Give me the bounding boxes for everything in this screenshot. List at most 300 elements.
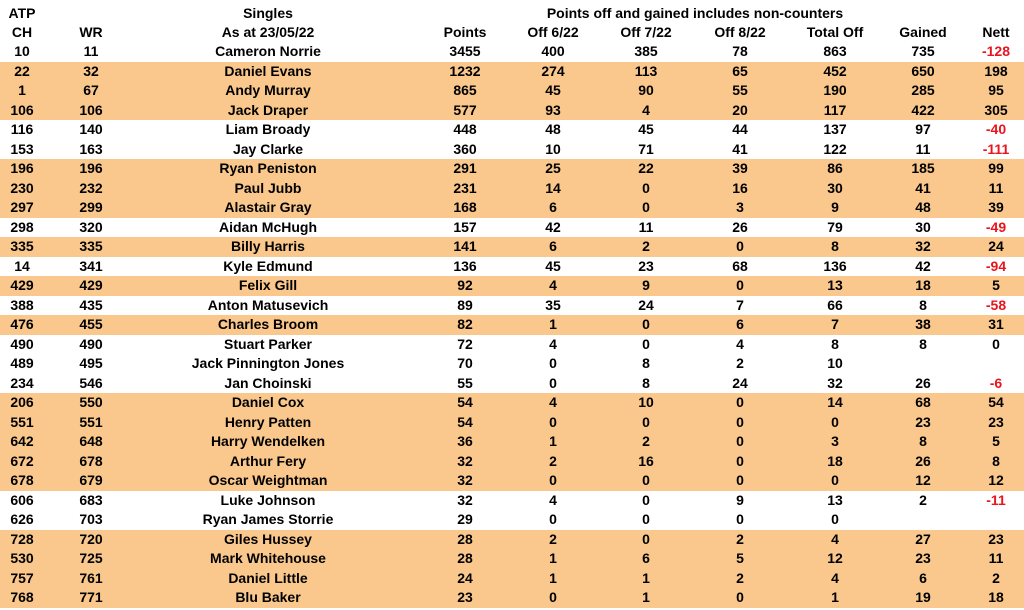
gained-cell: 23 [915,550,931,566]
off6-cell: 0 [549,355,557,371]
off7-cell: 0 [642,179,650,196]
name-cell: Jack Pinnington Jones [191,355,345,371]
gained-cell: 650 [911,62,935,79]
nett-cell: -40 [985,121,1007,137]
off7-cell: 385 [634,43,658,59]
nett-cell: 11 [988,550,1004,566]
points-cell: 141 [453,238,477,254]
total-cell: 122 [823,140,847,157]
off6-cell: 6 [549,238,557,254]
points-note-header: Points off and gained includes non-counters [546,5,844,21]
off6-cell: 400 [541,43,565,59]
total-cell: 190 [823,82,847,98]
off6-cell: 1 [549,550,557,566]
gained-cell: 30 [915,218,931,235]
wr-cell: 106 [79,101,103,118]
table-row [0,81,1024,101]
points-cell: 54 [457,413,473,430]
points-cell: 136 [453,257,477,274]
ch-header: CH [11,24,33,40]
off7-cell: 0 [642,316,650,332]
table-row [0,413,1024,433]
points-cell: 32 [457,472,473,488]
off8-cell: 0 [736,452,744,469]
off7-cell: 24 [638,296,654,313]
wr-cell: 771 [79,589,103,605]
nett-cell: 5 [992,277,1000,293]
nett-cell: -94 [985,257,1007,274]
points-cell: 448 [453,121,477,137]
off8-cell: 16 [732,179,748,196]
name-cell: Mark Whitehouse [210,550,326,566]
nett-cell: 24 [988,238,1004,254]
gained-cell: 23 [915,413,931,430]
ch-cell: 626 [10,511,34,527]
gained-cell: 285 [911,82,935,98]
ch-cell: 678 [10,472,34,488]
points-cell: 1232 [449,62,481,79]
gained-cell: 6 [919,569,927,586]
off8-cell: 0 [736,277,744,293]
ch-cell: 606 [10,491,34,508]
total-cell: 9 [831,199,839,215]
name-cell: Paul Jubb [234,179,302,196]
table-row [0,315,1024,335]
off7-cell: 22 [638,160,654,176]
off6-cell: 93 [545,101,561,118]
off6-cell: 45 [545,257,561,274]
off7-cell: 6 [642,550,650,566]
name-cell: Oscar Weightman [208,472,328,488]
off6-header: Off 6/22 [527,24,579,40]
off6-cell: 4 [549,277,557,293]
off7-cell: 0 [642,413,650,430]
name-cell: Felix Gill [238,277,298,293]
total-cell: 863 [823,43,847,59]
wr-cell: 341 [79,257,103,274]
wr-cell: 196 [79,160,103,176]
name-cell: Luke Johnson [220,491,316,508]
points-header: Points [443,24,487,40]
off7-cell: 90 [638,82,654,98]
points-cell: 89 [457,296,473,313]
gained-cell: 8 [919,335,927,352]
wr-cell: 551 [79,413,103,430]
off6-cell: 0 [549,374,557,391]
total-cell: 12 [827,550,843,566]
points-cell: 28 [457,530,473,547]
off8-cell: 55 [732,82,748,98]
total-cell: 13 [827,277,843,293]
name-cell: Henry Patten [224,413,312,430]
nett-cell: 0 [992,335,1000,352]
table-row [0,471,1024,491]
total-cell: 137 [823,121,847,137]
table-row [0,491,1024,511]
ch-cell: 116 [10,121,34,137]
off6-cell: 1 [549,316,557,332]
off7-cell: 0 [642,491,650,508]
total-cell: 13 [827,491,843,508]
total-cell: 1 [831,589,839,605]
total-cell: 452 [823,62,847,79]
nett-cell: 12 [988,472,1004,488]
off6-cell: 42 [545,218,561,235]
off6-cell: 48 [545,121,561,137]
off8-cell: 7 [736,296,744,313]
gained-cell [887,510,959,530]
wr-header: WR [79,24,103,40]
off7-cell: 71 [638,140,654,157]
off7-cell: 11 [638,218,654,235]
total-cell: 4 [831,569,839,586]
off8-cell: 0 [736,589,744,605]
total-cell: 0 [831,413,839,430]
points-cell: 32 [457,452,473,469]
table-row [0,62,1024,82]
name-cell: Arthur Fery [229,452,307,469]
ch-cell: 153 [10,140,34,157]
name-cell: Billy Harris [231,238,305,254]
off6-cell: 0 [549,413,557,430]
table-row [0,393,1024,413]
table-row [0,354,1024,374]
ch-cell: 489 [10,355,34,371]
off6-cell: 10 [545,140,561,157]
gained-cell: 2 [919,491,927,508]
total-cell: 136 [823,257,847,274]
off8-cell: 20 [732,101,748,118]
table-row [0,276,1024,296]
ch-cell: 297 [10,199,34,215]
off6-cell: 0 [549,589,557,605]
wr-cell: 495 [79,355,103,371]
wr-cell: 32 [83,62,99,79]
gained-cell: 8 [919,433,927,449]
off7-cell: 1 [642,589,650,605]
off7-cell: 2 [642,433,650,449]
nett-cell: 5 [992,433,1000,449]
name-cell: Aidan McHugh [219,218,317,235]
off7-cell: 16 [638,452,654,469]
off7-cell: 45 [638,121,654,137]
wr-cell: 761 [79,569,103,586]
wr-cell: 163 [79,140,103,157]
off7-cell: 10 [638,394,654,410]
total-cell: 32 [827,374,843,391]
total-cell: 66 [827,296,843,313]
off6-cell: 0 [549,472,557,488]
total-off-header: Total Off [806,24,864,40]
gained-cell: 8 [919,296,927,313]
table-row [0,42,1024,62]
nett-cell: 305 [984,101,1008,118]
name-cell: Kyle Edmund [223,257,313,274]
points-cell: 577 [453,101,477,118]
table-row [0,588,1024,608]
gained-cell: 19 [915,589,931,605]
total-cell: 8 [831,335,839,352]
wr-cell: 11 [83,43,99,59]
gained-cell: 18 [915,277,931,293]
nett-cell: 198 [984,62,1008,79]
gained-cell: 41 [915,179,931,196]
ch-cell: 768 [10,589,34,605]
ch-cell: 10 [14,43,30,59]
nett-cell: -111 [982,140,1010,157]
nett-cell: 23 [988,530,1004,547]
ch-cell: 298 [10,218,34,235]
off8-cell: 0 [736,472,744,488]
points-cell: 82 [457,316,473,332]
points-cell: 3455 [449,43,481,59]
nett-cell: -49 [985,218,1007,235]
name-cell: Daniel Little [228,569,308,586]
off8-cell: 0 [736,433,744,449]
off8-cell: 26 [732,218,748,235]
nett-cell: -6 [989,374,1003,391]
gained-cell: 26 [915,374,931,391]
off6-cell: 35 [545,296,561,313]
off8-header: Off 8/22 [714,24,766,40]
nett-cell: -128 [981,43,1011,59]
ch-cell: 490 [10,335,34,352]
nett-cell: 39 [988,199,1004,215]
off6-cell: 2 [549,452,557,469]
table-row [0,296,1024,316]
points-cell: 72 [457,335,473,352]
ch-cell: 230 [10,179,34,196]
nett-cell: 31 [988,316,1004,332]
name-cell: Liam Broady [225,121,311,137]
wr-cell: 335 [79,238,103,254]
off6-cell: 1 [549,569,557,586]
table-row [0,257,1024,277]
nett-cell: -11 [986,491,1006,508]
ch-cell: 234 [10,374,34,391]
wr-cell: 678 [79,452,103,469]
wr-cell: 429 [79,277,103,293]
points-cell: 291 [453,160,477,176]
off6-cell: 274 [541,62,565,79]
off7-cell: 113 [634,62,658,79]
points-cell: 29 [457,511,473,527]
off8-cell: 3 [736,199,744,215]
table-row [0,510,1024,530]
wr-cell: 67 [83,82,99,98]
name-cell: Jay Clarke [232,140,304,157]
table-row [0,432,1024,452]
off7-cell: 9 [642,277,650,293]
off8-cell: 2 [736,569,744,586]
nett-cell: 18 [988,589,1004,605]
name-cell: Giles Hussey [224,530,312,547]
off8-cell: 68 [732,257,748,274]
off7-cell: 8 [642,355,650,371]
off7-header: Off 7/22 [620,24,672,40]
table-row [0,237,1024,257]
table-row [0,218,1024,238]
off7-cell: 0 [642,335,650,352]
name-cell: Ryan James Storrie [202,511,334,527]
off6-cell: 1 [549,433,557,449]
total-cell: 7 [831,316,839,332]
wr-cell: 725 [79,550,103,566]
gained-header: Gained [899,24,947,40]
off6-cell: 25 [545,160,561,176]
off8-cell: 44 [732,121,748,137]
nett-cell: 23 [988,413,1004,430]
points-cell: 168 [453,199,477,215]
points-cell: 23 [457,589,473,605]
wr-cell: 455 [79,316,103,332]
points-cell: 70 [457,355,473,371]
nett-cell: 8 [992,452,1000,469]
table-row [0,159,1024,179]
points-cell: 55 [457,374,473,391]
off8-cell: 65 [732,62,748,79]
gained-cell: 38 [915,316,931,332]
points-cell: 36 [457,433,473,449]
table-row [0,530,1024,550]
points-cell: 231 [453,179,477,196]
nett-cell: 99 [988,160,1004,176]
wr-cell: 679 [79,472,103,488]
off7-cell: 0 [642,530,650,547]
name-cell: Andy Murray [225,82,311,98]
points-cell: 360 [453,140,477,157]
off8-cell: 39 [732,160,748,176]
off7-cell: 4 [642,101,650,118]
nett-cell: 54 [988,394,1004,410]
ch-cell: 672 [10,452,34,469]
off8-cell: 4 [736,335,744,352]
wr-cell: 140 [79,121,103,137]
nett-cell [970,510,1022,530]
total-cell: 30 [827,179,843,196]
off8-cell: 2 [736,530,744,547]
total-cell: 79 [827,218,843,235]
wr-cell: 299 [79,199,103,215]
nett-cell: 11 [988,179,1004,196]
ch-cell: 757 [10,569,34,586]
gained-cell: 422 [911,101,935,118]
as-at-header: As at 23/05/22 [221,24,315,40]
table-row [0,179,1024,199]
ch-cell: 22 [14,62,30,79]
ch-cell: 530 [10,550,34,566]
off6-cell: 4 [549,335,557,352]
wr-cell: 683 [79,491,103,508]
name-cell: Jan Choinski [224,374,312,391]
nett-header: Nett [982,24,1010,40]
off7-cell: 0 [642,199,650,215]
table-row [0,198,1024,218]
off8-cell: 6 [736,316,744,332]
off6-cell: 4 [549,491,557,508]
off7-cell: 0 [642,511,650,527]
header-row-1 [0,4,1024,24]
table-row [0,335,1024,355]
table-row [0,374,1024,394]
points-cell: 32 [457,491,473,508]
nett-cell: -58 [985,296,1007,313]
off6-cell: 6 [549,199,557,215]
gained-cell: 26 [915,452,931,469]
name-cell: Harry Wendelken [210,433,326,449]
ch-cell: 551 [10,413,34,430]
total-cell: 4 [831,530,839,547]
off7-cell: 0 [642,472,650,488]
name-cell: Alastair Gray [224,199,312,215]
points-cell: 92 [457,277,473,293]
name-cell: Daniel Evans [224,62,312,79]
wr-cell: 648 [79,433,103,449]
table-row [0,549,1024,569]
total-cell: 86 [827,160,843,176]
table-row [0,140,1024,160]
ch-cell: 642 [10,433,34,449]
atp-header: ATP [8,5,36,21]
points-cell: 54 [457,394,473,410]
off6-cell: 2 [549,530,557,547]
off8-cell: 24 [732,374,748,391]
nett-cell [970,354,1022,374]
off8-cell: 2 [736,355,744,371]
points-cell: 157 [453,218,477,235]
ch-cell: 728 [10,530,34,547]
total-cell: 0 [831,511,839,527]
ch-cell: 429 [10,277,34,293]
name-cell: Stuart Parker [224,335,312,352]
gained-cell: 42 [915,257,931,274]
points-cell: 24 [457,569,473,586]
name-cell: Ryan Peniston [219,160,317,176]
off8-cell: 9 [736,491,744,508]
off6-cell: 14 [545,179,561,196]
wr-cell: 703 [79,511,103,527]
ch-cell: 476 [10,316,34,332]
wr-cell: 232 [79,179,103,196]
name-cell: Jack Draper [227,101,309,118]
ch-cell: 388 [10,296,34,313]
total-cell: 3 [831,433,839,449]
off8-cell: 0 [736,238,744,254]
wr-cell: 490 [79,335,103,352]
wr-cell: 720 [79,530,103,547]
gained-cell: 97 [915,121,931,137]
table-row [0,120,1024,140]
off7-cell: 8 [642,374,650,391]
table-row [0,452,1024,472]
off8-cell: 0 [736,511,744,527]
table-row [0,569,1024,589]
name-cell: Charles Broom [217,316,319,332]
off6-cell: 4 [549,394,557,410]
gained-cell: 32 [915,238,931,254]
off7-cell: 1 [642,569,650,586]
off8-cell: 0 [736,394,744,410]
wr-cell: 546 [79,374,103,391]
name-cell: Cameron Norrie [215,43,321,59]
wr-cell: 435 [79,296,103,313]
gained-cell [887,354,959,374]
singles-header: Singles [243,5,293,21]
wr-cell: 320 [79,218,103,235]
off8-cell: 0 [736,413,744,430]
total-cell: 10 [827,355,843,371]
off7-cell: 2 [642,238,650,254]
